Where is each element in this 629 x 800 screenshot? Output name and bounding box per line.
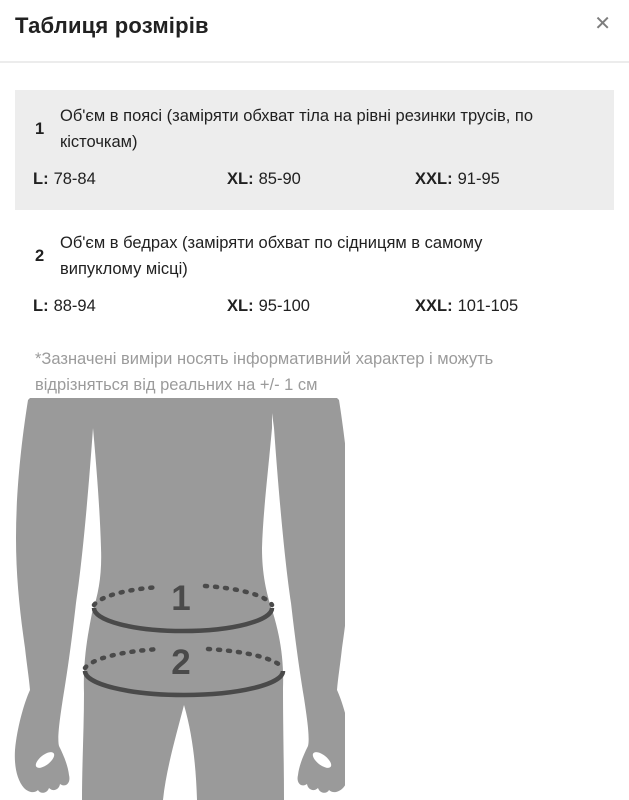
- size-value: 91-95: [457, 170, 500, 188]
- figure-marker-1: 1: [171, 579, 191, 618]
- sizes-row: [33, 293, 596, 319]
- size-value: 85-90: [258, 170, 301, 188]
- size-value: 88-94: [53, 297, 96, 315]
- size-l: [33, 166, 227, 192]
- size-value: 95-100: [258, 297, 310, 315]
- close-button[interactable]: [588, 8, 617, 40]
- item-number: 1: [35, 120, 45, 138]
- size-xl: [227, 293, 415, 319]
- size-xxl: [415, 293, 596, 319]
- item-description: [60, 230, 596, 282]
- size-xl: [227, 166, 415, 192]
- sizes-row: [33, 166, 596, 192]
- description-line: Об'єм в бедрах (заміряти обхват по сідницям в самому: [60, 234, 483, 252]
- description-line: випуклому місці): [60, 260, 188, 278]
- description-line: кісточкам): [60, 133, 138, 151]
- size-label: XL:: [227, 170, 254, 188]
- size-label: XXL:: [415, 297, 453, 315]
- body-measurement-figure: [0, 398, 345, 800]
- disclaimer-note: [15, 346, 614, 398]
- measure-section-hips: [15, 222, 614, 334]
- note-line: відрізняться від реальних на +/- 1 см: [35, 376, 318, 394]
- item-description: [60, 103, 596, 155]
- close-icon: ✕: [594, 13, 611, 35]
- modal-title: Таблиця розмірів: [15, 13, 209, 38]
- size-value: 78-84: [53, 170, 96, 188]
- measure-section-waist: [15, 90, 614, 210]
- size-label: L:: [33, 297, 49, 315]
- size-label: L:: [33, 170, 49, 188]
- item-number: 2: [35, 247, 45, 265]
- description-line: Об'єм в поясі (заміряти обхват тіла на рівні резинки трусів, по: [60, 107, 534, 125]
- item-row: [33, 103, 596, 155]
- note-line: *Зазначені виміри носять інформативний характер і можуть: [35, 350, 494, 368]
- size-value: 101-105: [457, 297, 519, 315]
- size-xxl: [415, 166, 596, 192]
- figure-marker-2: 2: [171, 643, 191, 682]
- item-row: [33, 230, 596, 282]
- size-label: XL:: [227, 297, 254, 315]
- size-label: XXL:: [415, 170, 453, 188]
- modal-header: [0, 0, 629, 63]
- size-l: [33, 293, 227, 319]
